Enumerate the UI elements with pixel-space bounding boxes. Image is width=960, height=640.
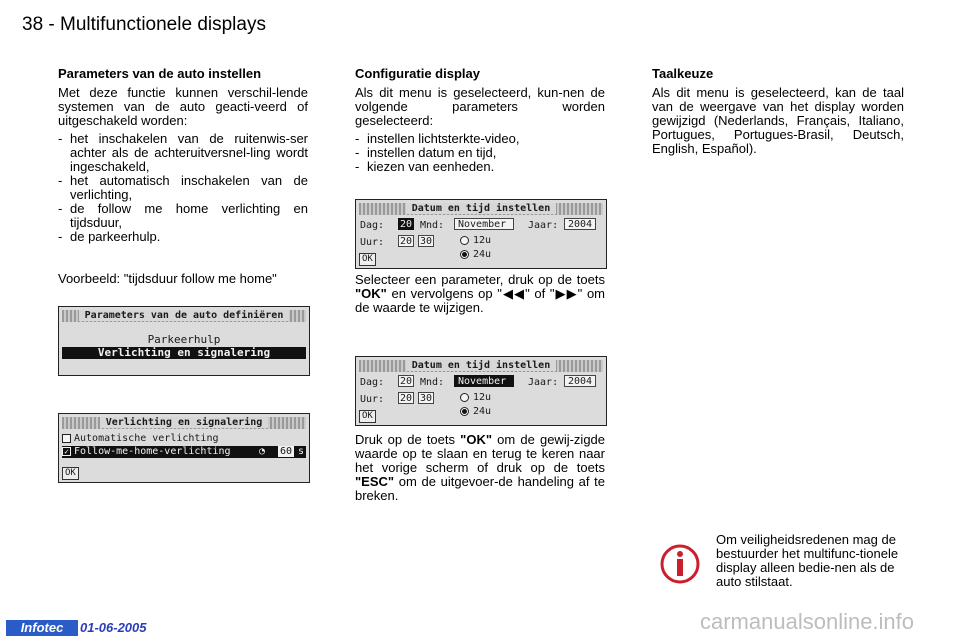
section-heading: Configuratie display — [355, 66, 480, 81]
display-screen-lighting — [58, 413, 310, 483]
intro-text: Met deze functie kunnen verschil-lende systemen van de auto geacti-veerd of uitgeschakeld worden: — [58, 85, 308, 128]
minute-field: 30 — [420, 393, 433, 404]
list-item: - het automatisch inschakelen van de verlichting, — [58, 173, 308, 202]
radio-selected-icon — [460, 407, 469, 416]
day-label: Dag: — [360, 220, 385, 231]
menu-item-parkeerhulp: Parkeerhulp — [147, 333, 221, 346]
bullet-list — [355, 132, 605, 174]
safety-note: Om veiligheidsredenen mag de bestuurder het multifunc-tionele display alleen bedie-nen als de auto stilstaat. — [716, 532, 899, 589]
display-screen-datetime — [355, 199, 607, 269]
duration-unit: s — [298, 446, 305, 457]
year-field: 2004 — [564, 218, 596, 230]
screen-title-bar: Datum en tijd instellen — [359, 360, 603, 372]
checkbox-checked-icon: ✓ — [62, 447, 71, 456]
example-text: Voorbeeld: "tijdsduur follow me home" — [58, 271, 277, 286]
option-24u: 24u — [460, 406, 491, 417]
radio-icon — [460, 236, 469, 245]
month-label: Mnd: — [420, 220, 445, 231]
menu-item-verlichting-selected: Verlichting en signalering — [62, 347, 306, 359]
day-field: 20 — [400, 376, 413, 387]
option-12u: 12u — [460, 392, 491, 403]
option-auto-lighting: Automatische verlichting — [62, 433, 219, 444]
list-item: - het inschakelen van de ruitenwis-ser achter als de achteruitversnel-ling wordt ingeschakeld, — [58, 131, 308, 174]
clock-icon: ◔ — [259, 446, 266, 457]
checkbox-icon — [62, 434, 71, 443]
month-field: November — [454, 218, 514, 230]
list-item: - instellen lichtsterkte-video, — [355, 131, 520, 146]
radio-icon — [460, 393, 469, 402]
hour-label: Uur: — [360, 394, 385, 405]
display-screen-parameters — [58, 306, 310, 376]
list-item: - de follow me home verlichting en tijdsduur, — [58, 201, 308, 230]
section-heading: Taalkeuze — [652, 66, 714, 81]
page-title: 38 - Multifunctionele displays — [22, 14, 266, 35]
screen-title-bar: Datum en tijd instellen — [359, 203, 603, 215]
month-field: November — [454, 375, 514, 387]
option-follow-me-home-selected: ✓ Follow-me-home-verlichting ◔ 60 s — [62, 446, 306, 458]
ok-button: OK — [359, 410, 376, 423]
ok-button: OK — [62, 467, 79, 480]
footer-date: 01-06-2005 — [80, 620, 147, 635]
duration-value: 60 — [280, 446, 293, 457]
year-field: 2004 — [564, 375, 596, 387]
hour-field: 20 — [400, 236, 413, 247]
year-label: Jaar: — [528, 220, 559, 231]
ok-button: OK — [359, 253, 376, 266]
radio-selected-icon — [460, 250, 469, 259]
list-item: - de parkeerhulp. — [58, 229, 161, 244]
select-instruction: Selecteer een parameter, druk op de toets "OK" en vervolgens op "◀◀" of "▶▶" om de waarde te wijzigen. — [355, 272, 605, 315]
column-parameters — [58, 67, 308, 286]
day-field: 20 — [400, 219, 413, 230]
option-24u: 24u — [460, 249, 491, 260]
section-heading: Parameters van de auto instellen — [58, 66, 262, 81]
screen-title-bar: Parameters van de auto definiëren — [62, 310, 306, 322]
hour-label: Uur: — [360, 237, 385, 248]
column-taalkeuze — [652, 67, 904, 156]
bullet-list — [58, 132, 308, 244]
infotec-logo: Infotec — [6, 620, 78, 636]
screen-title-bar: Verlichting en signalering — [62, 417, 306, 429]
hour-field: 20 — [400, 393, 413, 404]
language-text: Als dit menu is geselecteerd, kan de taal van de weergave van het display worden gewijzigd (Nederlands, Français, Italiano, Portugues, Portugues-Brasil, Deutsch, English, Español). — [652, 85, 904, 156]
minute-field: 30 — [420, 236, 433, 247]
press-instruction: Druk op de toets "OK" om de gewij-zigde waarde op te slaan en terug te keren naar het vorige scherm of druk op de toets "ESC" om de uitgevoer-de handeling af te breken. — [355, 432, 606, 503]
list-item: - instellen datum en tijd, — [355, 145, 497, 160]
year-label: Jaar: — [528, 377, 559, 388]
watermark: carmanualsonline.info — [700, 609, 915, 634]
list-item: - kiezen van eenheden. — [355, 159, 495, 174]
month-label: Mnd: — [420, 377, 445, 388]
info-icon — [659, 543, 701, 585]
display-screen-datetime-month — [355, 356, 607, 426]
intro-text: Als dit menu is geselecteerd, kun-nen de volgende parameters worden geselecteerd: — [355, 85, 605, 128]
option-12u: 12u — [460, 235, 491, 246]
column-configuratie — [355, 67, 605, 174]
day-label: Dag: — [360, 377, 385, 388]
